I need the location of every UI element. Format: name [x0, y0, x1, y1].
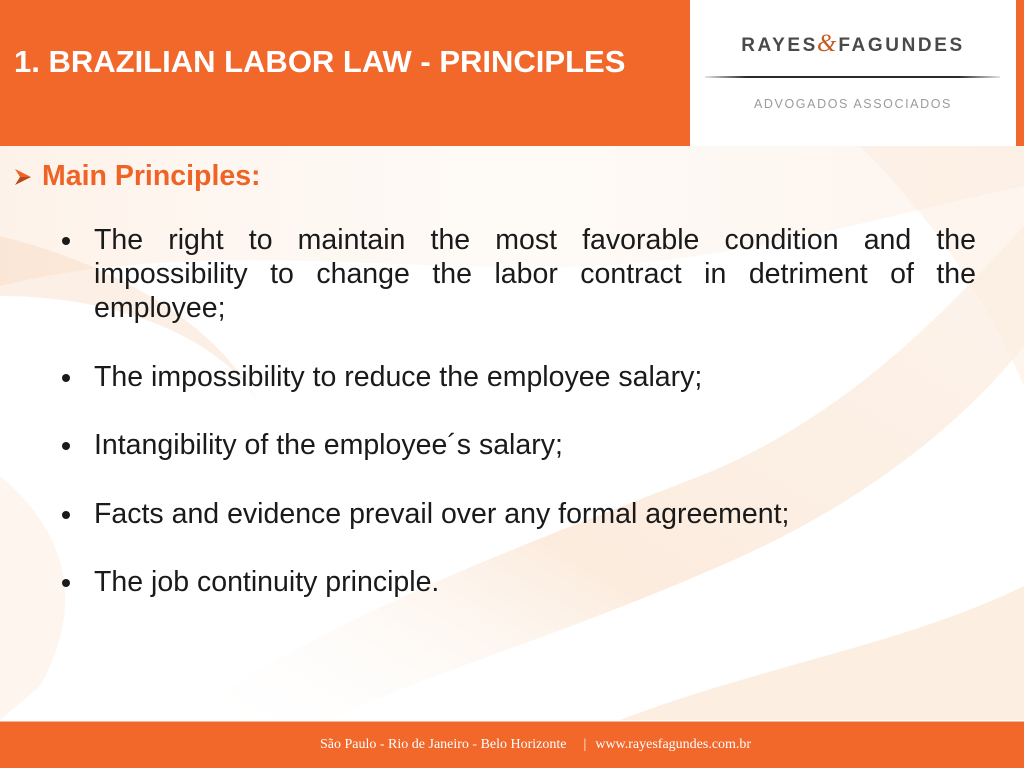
- list-item: [94, 565, 976, 599]
- logo-ampersand: &: [816, 30, 838, 57]
- bullet-dot-icon: [62, 237, 70, 245]
- list-item: [94, 497, 976, 531]
- background-swirl: [0, 476, 65, 720]
- logo-tagline: ADVOGADOS ASSOCIADOS: [753, 97, 952, 111]
- logo-name-right: FAGUNDES: [838, 35, 965, 56]
- section-heading-text: Main Principles:: [42, 160, 261, 192]
- logo-divider: [705, 76, 1000, 78]
- list-item-text: The job continuity principle.: [94, 565, 440, 598]
- logo-name-left: RAYES: [741, 35, 818, 56]
- footer-website: www.rayesfagundes.com.br: [595, 737, 752, 752]
- section-heading: [14, 159, 414, 193]
- footer-line: [320, 737, 751, 753]
- footer-cities: São Paulo - Rio de Janeiro - Belo Horizonte: [320, 737, 567, 752]
- list-item: [94, 223, 976, 326]
- slide-title: 1. BRAZILIAN LABOR LAW - PRINCIPLES: [14, 44, 626, 79]
- list-item: [94, 360, 976, 394]
- arrow-bullet-icon: [14, 168, 32, 186]
- logo: [690, 0, 1016, 146]
- bullet-dot-icon: [62, 579, 70, 587]
- list-item-text: The right to maintain the most favorable condition and the impossibility to change the labor contract in detriment of the employee;: [94, 224, 976, 325]
- bullet-dot-icon: [62, 374, 70, 382]
- list-item-text: The impossibility to reduce the employee salary;: [94, 360, 703, 393]
- list-item-text: Facts and evidence prevail over any formal agreement;: [94, 497, 790, 530]
- logo-wordmark: [690, 31, 1016, 59]
- principles-list: [94, 223, 976, 633]
- header-band: [0, 0, 1024, 146]
- bullet-dot-icon: [62, 511, 70, 519]
- list-item-text: Intangibility of the employee´s salary;: [94, 429, 563, 462]
- list-item: [94, 428, 976, 462]
- footer-band: [0, 721, 1024, 768]
- footer-separator: |: [583, 737, 587, 752]
